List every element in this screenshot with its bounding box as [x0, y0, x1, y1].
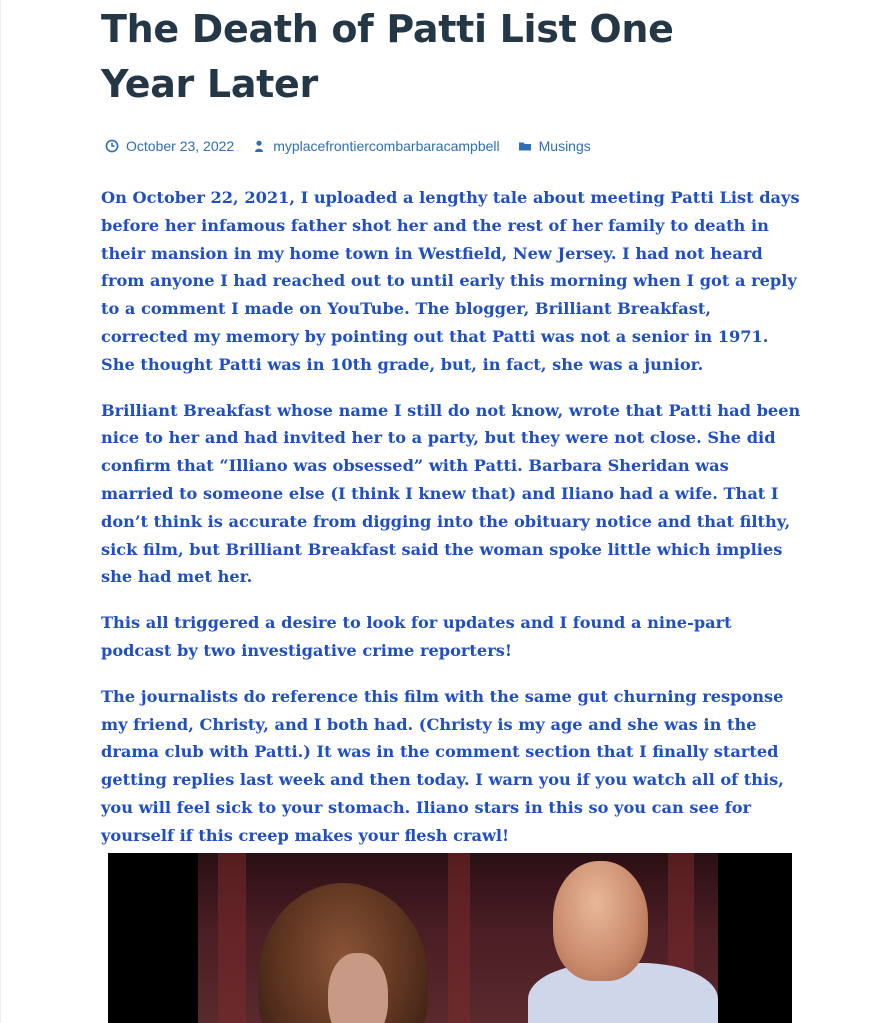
post-author: myplacefrontiercombarbaracampbell	[273, 138, 500, 154]
post-title: The Death of Patti List One Year Later	[101, 7, 674, 106]
video-thumbnail	[198, 853, 718, 1023]
person-icon	[252, 139, 266, 153]
folder-icon	[518, 139, 532, 153]
embedded-video[interactable]	[108, 853, 792, 1023]
paragraph: On October 22, 2021, I uploaded a lengthy tale about meeting Patti List days before her infamous father shot her and the rest of her family to death in their mansion in my home town in Westfield, New Jersey. I had not heard from anyone I had reached out to until early this morning when I got a reply to a comment I made on YouTube. The blogger, Brilliant Breakfast, corrected my memory by pointing out that Patti was not a senior in 1971. She thought Patti was in 10th grade, but, in fact, she was a junior.	[101, 188, 800, 374]
post-content	[101, 184, 801, 868]
paragraph: Brilliant Breakfast whose name I still do not know, wrote that Patti had been nice to her and had invited her to a party, but they were not close. She did confirm that “Illiano was obsessed” with Patti. Barbara Sheridan was married to someone else (I think I knew that) and Iliano had a wife. That I don’t think is accurate from digging into the obituary notice and that filthy, sick film, but Brilliant Breakfast said the woman spoke little which implies she had met her.	[101, 400, 801, 587]
post-category: Musings	[538, 138, 591, 154]
post-date: October 23, 2022	[126, 138, 235, 154]
page-edge-divider	[0, 0, 1, 1023]
post-category-link[interactable]	[518, 138, 591, 154]
post-author-link[interactable]	[252, 138, 499, 154]
paragraph: This all triggered a desire to look for updates and I found a nine-part podcast by two investigative crime reporters!	[101, 613, 732, 660]
post-date-link[interactable]	[105, 138, 234, 154]
clock-icon	[105, 139, 119, 153]
paragraph: The journalists do reference this film with the same gut churning response my friend, Christy, and I both had. (Christy is my age and she was in the drama club with Patti.) It was in the comment section that I finally started getting replies last week and then today. I warn you if you watch all of this, you will feel sick to your stomach. Iliano stars in this so you can see for yourself if this creep makes your flesh crawl!	[101, 686, 784, 845]
post-meta	[105, 136, 609, 156]
